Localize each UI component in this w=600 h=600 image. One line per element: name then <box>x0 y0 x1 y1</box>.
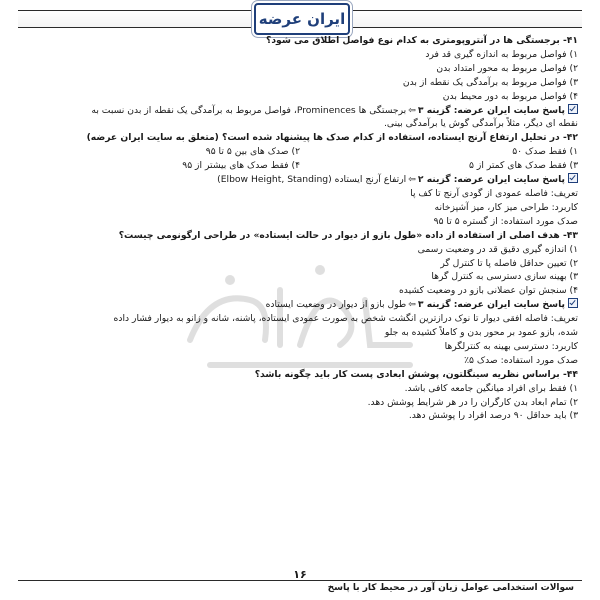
option: ۳) باید حداقل ۹۰ درصد افراد را پوشش دهد. <box>408 410 578 422</box>
answer-label: پاسخ سایت ایران عرضه: گزینه ۳ <box>417 299 565 311</box>
answer-text: طول بازو از دیوار در وضعیت ایستاده <box>265 299 407 311</box>
question-title: ۴۲- در تحلیل ارتفاع آرنج ایستاده، استفاده از کدام صدک ها پیشنهاد شده است؟ (متعلق به سایت ایران عرضه) <box>86 132 578 144</box>
explanation-line: تعریف: فاصله افقی دیوار تا نوک درازترین انگشت شخص به صورت عمودی ایستاده، پاشنه، شانه و زانو به دیوار فشار داده <box>113 313 578 325</box>
explanation-line: کاربرد: طراحی میز کار، میز آشپزخانه <box>434 201 578 213</box>
option: ۳) فقط صدک های کمتر از ۵ <box>469 160 578 172</box>
answer-label: پاسخ سایت ایران عرضه: گزینه ۳ <box>417 104 565 116</box>
option: ۳) بهینه سازی دسترسی به کنترل گرها <box>431 271 578 283</box>
option: ۴) فواصل مربوط به دور محیط بدن <box>442 90 578 102</box>
question-title: ۴۴- براساس نظریه سینگلتون، پوشش ابعادی پست کار باید چگونه باشد؟ <box>254 368 578 380</box>
options-row <box>22 159 578 173</box>
explanation-line: شده، بازو عمود بر محور بدن و کاملاً کشیده به جلو <box>384 327 578 339</box>
footer-book-title: سوالات استخدامی عوامل زیان آور در محیط کار با پاسخ <box>327 583 574 593</box>
answer-line <box>22 104 578 118</box>
option: ۲) فواصل مربوط به محور امتداد بدن <box>436 62 578 74</box>
options-row <box>22 145 578 159</box>
answer-line <box>22 298 578 312</box>
footer-divider <box>18 580 582 581</box>
option: ۴) سنجش توان عضلانی بازو در وضعیت کشیده <box>398 285 578 297</box>
brand-logo <box>254 3 350 35</box>
option: ۴) فقط صدک های بیشتر از ۹۵ <box>182 160 300 172</box>
option: ۱) فقط برای افراد میانگین جامعه کافی باشد. <box>404 382 578 394</box>
check-box-icon <box>568 104 578 114</box>
answer-line <box>22 173 578 187</box>
option: ۱) فقط صدک ۵۰ <box>512 146 578 158</box>
answer-label: پاسخ سایت ایران عرضه: گزینه ۲ <box>417 174 565 186</box>
arrow-icon: ⇦ <box>408 174 416 186</box>
question-title: ۴۱- برجستگی ها در آنتروپومتری به کدام نوع فواصل اطلاق می شود؟ <box>266 35 578 46</box>
answer-text: برجستگی ها Prominences، فواصل مربوط به برآمدگی یک نقطه از بدن نسبت به <box>91 104 407 116</box>
arrow-icon: ⇦ <box>408 299 416 311</box>
explanation-line: صدک مورد استفاده: از گستره ۵ تا ۹۵ <box>433 215 578 227</box>
option: ۱) اندازه گیری دقیق قد در وضعیت رسمی <box>417 243 578 255</box>
option: ۲) صدک های بین ۵ تا ۹۵ <box>205 146 300 158</box>
option: ۲) تعیین حداقل فاصله پا تا کنترل گر <box>440 257 578 269</box>
explanation-line: نقطه ای دیگر، مثلاً برآمدگی گوش یا برآمدگی بینی. <box>384 118 578 130</box>
questions-content <box>22 34 578 423</box>
option: ۳) فواصل مربوط به برآمدگی یک نقطه از بدن <box>402 76 578 88</box>
logo-text: ایران عرضه <box>258 10 346 28</box>
explanation-line: کاربرد: دسترسی بهینه به کنترلگرها <box>444 340 578 352</box>
explanation-line: تعریف: فاصله عمودی از گودی آرنج تا کف پا <box>410 187 578 199</box>
explanation-line: صدک مورد استفاده: صدک ۵٪ <box>464 354 578 366</box>
question-title: ۴۳- هدف اصلی از استفاده از داده «طول بازو از دیوار در حالت ایستاده» در طراحی ارگونومی چیست؟ <box>118 229 578 241</box>
check-box-icon <box>568 173 578 183</box>
option: ۲) تمام ابعاد بدن کارگران را در هر شرایط پوشش دهد. <box>367 396 578 408</box>
answer-text: ارتفاع آرنج ایستاده (Elbow Height, Standing) <box>217 174 407 186</box>
check-box-icon <box>568 298 578 308</box>
option: ۱) فواصل مربوط به اندازه گیری قد فرد <box>425 48 578 60</box>
page-number: ۱۶ <box>293 568 307 581</box>
arrow-icon: ⇦ <box>408 104 416 116</box>
